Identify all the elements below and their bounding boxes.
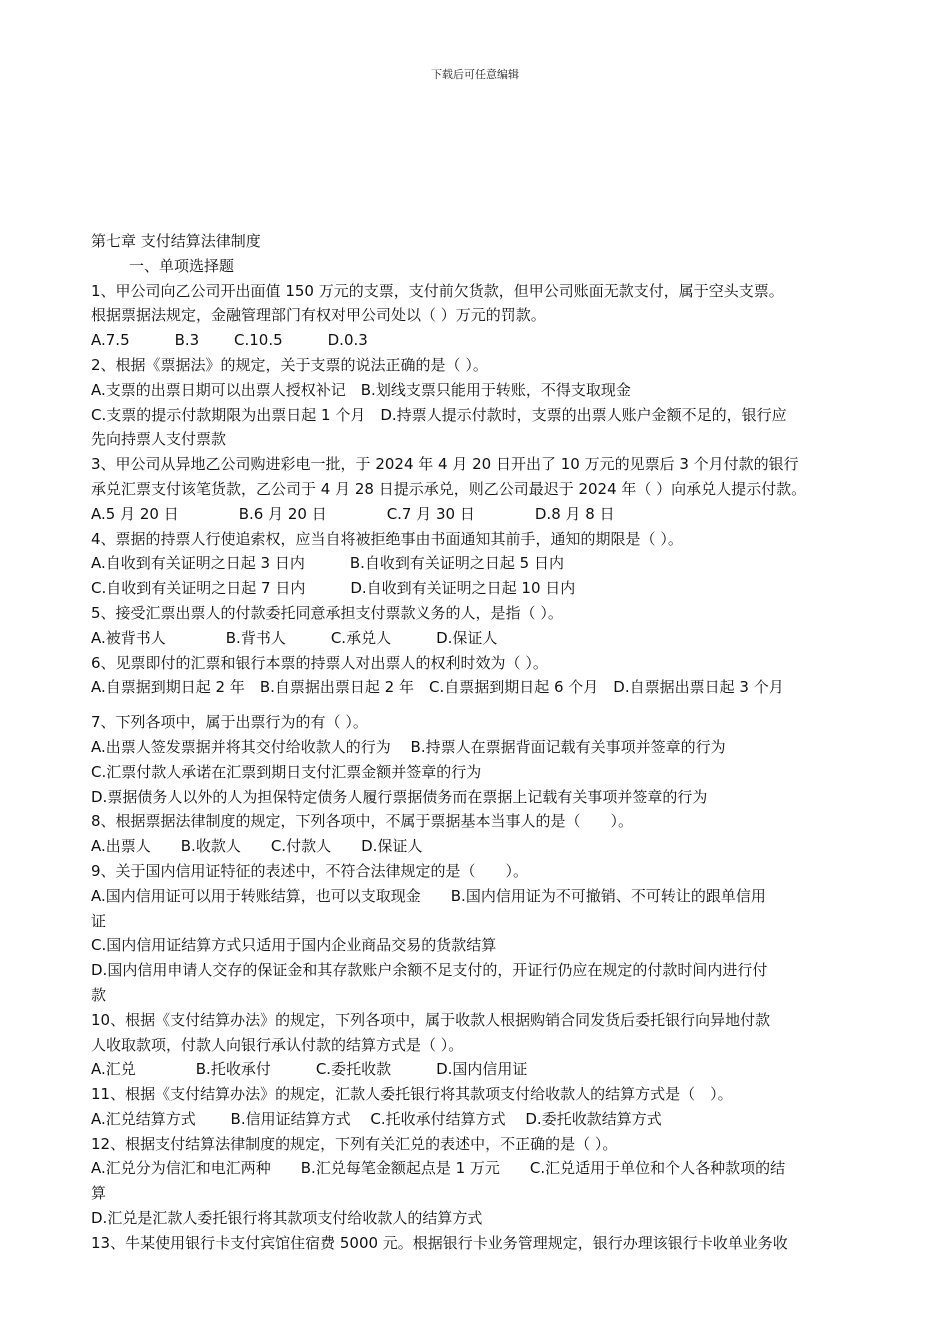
text-line: 证: [91, 911, 107, 930]
text-line: A.5 月 20 日 B.6 月 20 日 C.7 月 30 日 D.8 月 8 日: [91, 504, 615, 523]
text-line: 算: [91, 1184, 107, 1203]
text-line: A.汇兑 B.托收承付 C.委托收款 D.国内信用证: [91, 1060, 528, 1079]
text-line: A.被背书人 B.背书人 C.承兑人 D.保证人: [91, 628, 498, 647]
text-line: 9、关于国内信用证特征的表述中，不符合法律规定的是（ ）。: [91, 861, 529, 880]
text-line: C.国内信用证结算方式只适用于国内企业商品交易的货款结算: [91, 936, 497, 955]
text-line: A.出票人 B.收款人 C.付款人 D.保证人: [91, 837, 423, 856]
text-line: 人收取款项，付款人向银行承认付款的结算方式是（ ）。: [91, 1035, 464, 1054]
text-line: 3、甲公司从异地乙公司购进彩电一批，于 2024 年 4 月 20 日开出了 10 万元的见票后 3 个月付款的银行: [91, 455, 799, 474]
text-line: 8、根据票据法律制度的规定，下列各项中，不属于票据基本当事人的是（ ）。: [91, 812, 634, 831]
text-line: A.汇兑结算方式 B.信用证结算方式 C.托收承付结算方式 D.委托收款结算方式: [91, 1109, 662, 1128]
text-line: A.支票的出票日期可以出票人授权补记 B.划线支票只能用于转账，不得支取现金: [91, 380, 631, 399]
text-line: 10、根据《支付结算办法》的规定，下列各项中，属于收款人根据购销合同发货后委托银行向异地付款: [91, 1010, 771, 1029]
text-line: 根据票据法规定，金融管理部门有权对甲公司处以（ ）万元的罚款。: [91, 306, 546, 325]
text-line: 13、牛某使用银行卡支付宾馆住宿费 5000 元。根据银行卡业务管理规定，银行办理该银行卡收单业务收: [91, 1233, 788, 1252]
text-line: D.国内信用申请人交存的保证金和其存款账户余额不足支付的，开证行仍应在规定的付款时间内进行付: [91, 961, 768, 980]
text-line: C.支票的提示付款期限为出票日起 1 个月 D.持票人提示付款时，支票的出票人账户金额不足的，银行应: [91, 405, 787, 424]
text-line: D.汇兑是汇款人委托银行将其款项支付给收款人的结算方式: [91, 1209, 483, 1228]
text-line: 6、见票即付的汇票和银行本票的持票人对出票人的权利时效为（ ）。: [91, 653, 548, 672]
text-line: A.出票人签发票据并将其交付给收款人的行为 B.持票人在票据背面记载有关事项并签章的行为: [91, 737, 726, 756]
text-line: D.票据债务人以外的人为担保特定债务人履行票据债务而在票据上记载有关事项并签章的行为: [91, 787, 708, 806]
document-body: [91, 229, 871, 1256]
chapter-title: 第七章 支付结算法律制度: [91, 232, 261, 250]
page-header: 下载后可任意编辑: [431, 68, 519, 81]
text-line: 12、根据支付结算法律制度的规定，下列有关汇兑的表述中，不正确的是（ ）。: [91, 1134, 618, 1153]
question-lines: [91, 279, 871, 1256]
text-line: 7、下列各项中，属于出票行为的有（ ）。: [91, 713, 368, 732]
text-line: A.国内信用证可以用于转账结算，也可以支取现金 B.国内信用证为不可撤销、不可转让的跟单信用: [91, 886, 766, 905]
section-title: 一、单项选择题: [129, 256, 235, 275]
text-line: C.汇票付款人承诺在汇票到期日支付汇票金额并签章的行为: [91, 762, 482, 781]
blank-line: [91, 700, 871, 710]
text-line: A.自票据到期日起 2 年 B.自票据出票日起 2 年 C.自票据到期日起 6 个月 D.自票据出票日起 3 个月: [91, 678, 784, 697]
text-line: 款: [91, 985, 107, 1004]
text-line: 5、接受汇票出票人的付款委托同意承担支付票款义务的人，是指（ ）。: [91, 603, 563, 622]
text-line: 1、甲公司向乙公司开出面值 150 万元的支票，支付前欠货款，但甲公司账面无款支付，属于空头支票。: [91, 281, 784, 300]
text-line: A.7.5 B.3 C.10.5 D.0.3: [91, 331, 368, 350]
text-line: 4、票据的持票人行使追索权，应当自将被拒绝事由书面通知其前手，通知的期限是（ ）。: [91, 529, 683, 548]
text-line: 先向持票人支付票款: [91, 430, 227, 449]
text-line: A.汇兑分为信汇和电汇两种 B.汇兑每笔金额起点是 1 万元 C.汇兑适用于单位和个人各种款项的结: [91, 1159, 786, 1178]
text-line: 2、根据《票据法》的规定，关于支票的说法正确的是（ ）。: [91, 355, 488, 374]
text-line: 承兑汇票支付该笔货款，乙公司于 4 月 28 日提示承兑，则乙公司最迟于 2024 年（ ）向承兑人提示付款。: [91, 479, 807, 498]
text-line: A.自收到有关证明之日起 3 日内 B.自收到有关证明之日起 5 日内: [91, 554, 564, 573]
text-line: 11、根据《支付结算办法》的规定，汇款人委托银行将其款项支付给收款人的结算方式是（ ）。: [91, 1085, 733, 1104]
text-line: C.自收到有关证明之日起 7 日内 D.自收到有关证明之日起 10 日内: [91, 579, 576, 598]
